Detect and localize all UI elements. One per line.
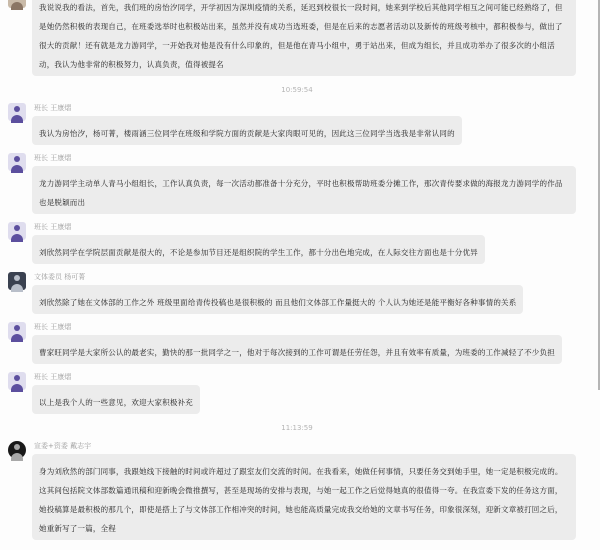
- avatar-figure-icon: [14, 225, 20, 231]
- message-text: 身为刘欣然的部门同事，我跟她线下接触的时间或许超过了跟室友们交流的时间。在我看来，她做任何事情，只要任务交到她手里，她一定是积极完成的。这其间包括院文体部数篇通讯稿和迎新晚会微推撰写，甚至是现场的安排与表现，与她一起工作之后觉得她真的很值得一夸。在我宣委下发的任务这方面，她投稿算是最积极的那几个，即使是搭上了与文体部工作相冲突的时间，她也能高质量完成我交给她的文章书写任务，印象很深刻，迎新文章被打回之后，她重新写了一篇，全程: [39, 467, 563, 533]
- avatar-figure-icon: [14, 275, 20, 281]
- chat-message-row: [8, 0, 586, 76]
- message-content: [32, 372, 200, 414]
- avatar-figure-icon: [14, 325, 20, 331]
- avatar-figure-icon: [14, 444, 20, 450]
- user-avatar[interactable]: [8, 372, 26, 390]
- message-bubble[interactable]: [32, 235, 485, 264]
- message-text: 龙力游同学主动单人青马小组组长，工作认真负责，每一次活动都准备十分充分，平时也积极帮助班委分摊工作，那次青传要求做的海报龙力游同学的作品也是脱颖而出: [39, 179, 563, 207]
- user-avatar[interactable]: [8, 441, 26, 459]
- chat-message-row: [8, 153, 586, 214]
- message-text: 刘欣然除了她在文体部的工作之外 班级里面给青传投稿也是很积极的 而且他们文体部工作量挺大的 个人认为她还是能平衡好各种事情的关系: [39, 298, 517, 307]
- avatar-figure-icon: [11, 234, 23, 242]
- avatar-figure-icon: [14, 156, 20, 162]
- sender-label: 宣委+资委 戴志宇: [34, 442, 92, 450]
- message-bubble[interactable]: [32, 335, 562, 364]
- chat-message-row: [8, 103, 586, 145]
- avatar-figure-icon: [11, 384, 23, 392]
- sender-label: 班长 王康熠: [34, 223, 72, 231]
- avatar-figure-icon: [11, 284, 23, 292]
- user-avatar[interactable]: [8, 322, 26, 340]
- user-avatar[interactable]: [8, 153, 26, 171]
- user-avatar[interactable]: [8, 0, 26, 8]
- message-text: 以上是我个人的一些意见，欢迎大家积极补充: [39, 398, 193, 407]
- sender-label: 文体委员 杨可菁: [34, 273, 86, 281]
- avatar-figure-icon: [14, 106, 20, 112]
- message-content: [32, 103, 462, 145]
- chat-message-row: [8, 372, 586, 414]
- message-bubble[interactable]: [32, 116, 462, 145]
- message-content: [32, 222, 485, 264]
- avatar-figure-icon: [11, 334, 23, 342]
- sender-label: 班长 王康熠: [34, 323, 72, 331]
- avatar-figure-icon: [11, 115, 23, 123]
- message-bubble[interactable]: [32, 285, 523, 314]
- chat-message-row: [8, 322, 586, 364]
- sender-label: 班长 王康熠: [34, 154, 72, 162]
- message-bubble[interactable]: [32, 385, 200, 414]
- user-avatar[interactable]: [8, 272, 26, 290]
- message-content: [32, 272, 523, 314]
- message-content: [32, 153, 576, 214]
- user-avatar[interactable]: [8, 222, 26, 240]
- avatar-figure-icon: [11, 453, 23, 461]
- timestamp: 10:59:54: [281, 86, 313, 94]
- message-bubble[interactable]: [32, 166, 576, 214]
- message-bubble[interactable]: [32, 0, 576, 76]
- chat-message-row: [8, 441, 586, 540]
- avatar-figure-icon: [11, 2, 23, 10]
- message-text: 我认为房怡汐，杨可菁，楼雨涵三位同学在班级和学院方面的贡献是大家肉眼可见的，因此这三位同学当选我是非常认同的: [39, 129, 455, 138]
- avatar-figure-icon: [11, 165, 23, 173]
- user-avatar[interactable]: [8, 103, 26, 121]
- avatar-figure-icon: [14, 375, 20, 381]
- message-text: 曹家旺同学是大家所公认的最老实，勤快的那一批同学之一，他对于每次接到的工作可谓是任劳任怨，并且有效率有质量，为班委的工作减轻了不少负担: [39, 348, 555, 357]
- chat-message-row: [8, 222, 586, 264]
- message-text: 刘欣然同学在学院层面贡献是很大的，不论是参加节目还是组织院的学生工作，都十分出色地完成，在人际交往方面也是十分优异: [39, 248, 478, 257]
- chat-message-row: [8, 272, 586, 314]
- sender-label: 班长 王康熠: [34, 104, 72, 112]
- message-content: [32, 322, 562, 364]
- message-content: [32, 441, 576, 540]
- timestamp: 11:13:59: [281, 424, 313, 432]
- sender-label: 班长 王康熠: [34, 373, 72, 381]
- message-text: 我说说我的看法，首先，我们班的房怡汐同学，开学初因为深圳疫情的关系，延迟到校很长一段时间，她来到学校后其他同学相互之间可能已经熟络了，但是她仍然积极的表现自己，在班委选举时也积极站出来，虽然并没有成功当选班委，但是在后来的志愿者活动以及新传的班级考核中，都积极参与，做出了很大的贡献！还有就是龙力游同学，一开始我对他是没有什么印象的，但是他在青马小组中，勇于站出来，但成为组长，并且成功举办了很多次的小组活动，我认为他非常的积极努力，认真负责，值得被提名: [39, 3, 563, 69]
- message-bubble[interactable]: [32, 454, 576, 540]
- message-content: [32, 0, 576, 76]
